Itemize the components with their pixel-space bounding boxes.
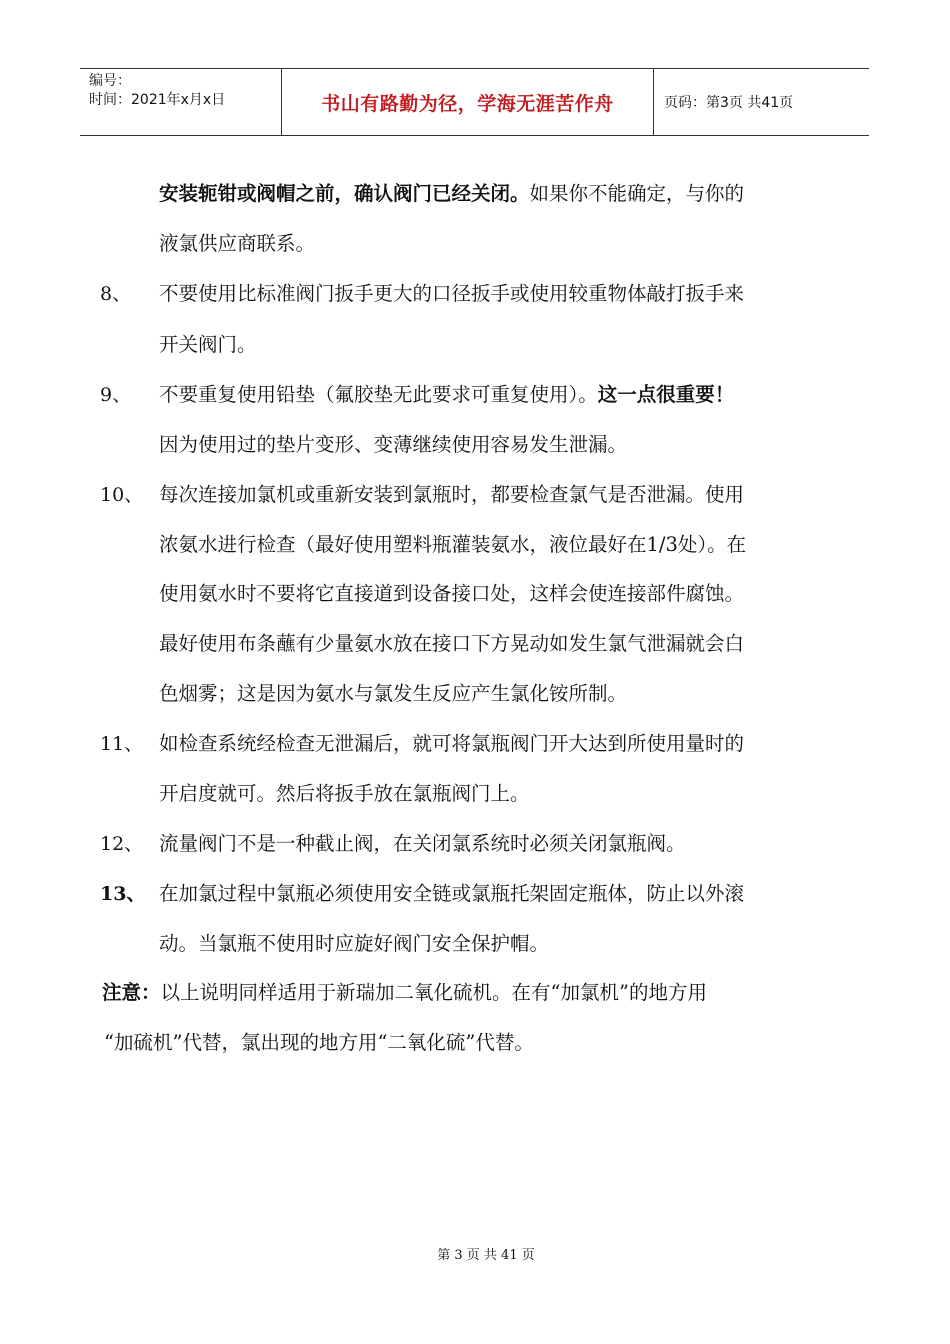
header-motto-cell xyxy=(282,69,654,135)
header-page-cell xyxy=(654,69,869,135)
item8-number: 8、 xyxy=(100,283,132,305)
item9-line2: 因为使用过的垫片变形、变薄继续使用容易发生泄漏。 xyxy=(159,433,628,456)
item9-number: 9、 xyxy=(100,384,132,406)
note-text: 以上说明同样适用于新瑞加二氧化硫机。在有“加氯机”的地方用 xyxy=(160,981,707,1004)
item13-line2: 动。当氯瓶不使用时应旋好阀门安全保护帽。 xyxy=(159,932,550,955)
item11-line1: 如检查系统经检查无泄漏后，就可将氯瓶阀门开大达到所使用量时的 xyxy=(159,732,745,755)
item12-line1: 流量阀门不是一种截止阀，在关闭氯系统时必须关闭氯瓶阀。 xyxy=(159,832,686,855)
item8-line2: 开关阀门。 xyxy=(159,333,257,356)
continuation-text: 如果你不能确定，与你的 xyxy=(529,182,745,205)
doc-date-label: 时间：2021年x月x日 xyxy=(89,92,226,108)
item12-number: 12、 xyxy=(100,833,144,855)
page-footer: 第 3 页 共 41 页 xyxy=(437,1248,535,1263)
item10-line4: 最好使用布条蘸有少量氨水放在接口下方晃动如发生氯气泄漏就会白 xyxy=(159,632,745,655)
item11-line2: 开启度就可。然后将扳手放在氯瓶阀门上。 xyxy=(159,782,530,805)
item10-line5: 色烟雾；这是因为氨水与氯发生反应产生氯化铵所制。 xyxy=(159,682,628,705)
item9-line1 xyxy=(159,380,734,410)
item10-line1: 每次连接加氯机或重新安装到氯瓶时，都要检查氯气是否泄漏。使用 xyxy=(159,483,745,506)
item13-number: 13、 xyxy=(100,883,146,905)
item7-continuation-line1 xyxy=(159,179,744,209)
item11-number: 11、 xyxy=(100,733,144,755)
item7-continuation-line2: 液氯供应商联系。 xyxy=(159,232,316,255)
header-motto: 书山有路勤为径，学海无涯苦作舟 xyxy=(321,92,614,115)
item10-line3: 使用氨水时不要将它直接道到设备接口处，这样会使连接部件腐蚀。 xyxy=(159,582,745,605)
doc-number-label: 编号： xyxy=(89,73,131,89)
note-line2: “加硫机”代替，氯出现的地方用“二氧化硫”代替。 xyxy=(104,1031,534,1054)
item10-number: 10、 xyxy=(100,484,144,506)
header-page-label: 页码：第3页 共41页 xyxy=(664,95,794,111)
note-label: 注意： xyxy=(102,981,161,1004)
important-warning: 安装轭钳或阀帽之前，确认阀门已经关闭。 xyxy=(159,182,530,205)
item13-line1: 在加氯过程中氯瓶必须使用安全链或氯瓶托架固定瓶体，防止以外滚 xyxy=(159,882,745,905)
item9-text: 不要重复使用铅垫（氟胶垫无此要求可重复使用）。 xyxy=(159,383,598,406)
note-line1 xyxy=(102,978,707,1008)
page-header xyxy=(80,68,869,136)
item8-line1: 不要使用比标准阀门扳手更大的口径扳手或使用较重物体敲打扳手来 xyxy=(159,282,745,305)
header-meta xyxy=(80,69,282,135)
item9-emphasis: 这一点很重要！ xyxy=(597,383,735,406)
item10-line2: 浓氨水进行检查（最好使用塑料瓶灌装氨水，液位最好在1/3处）。在 xyxy=(159,533,747,556)
